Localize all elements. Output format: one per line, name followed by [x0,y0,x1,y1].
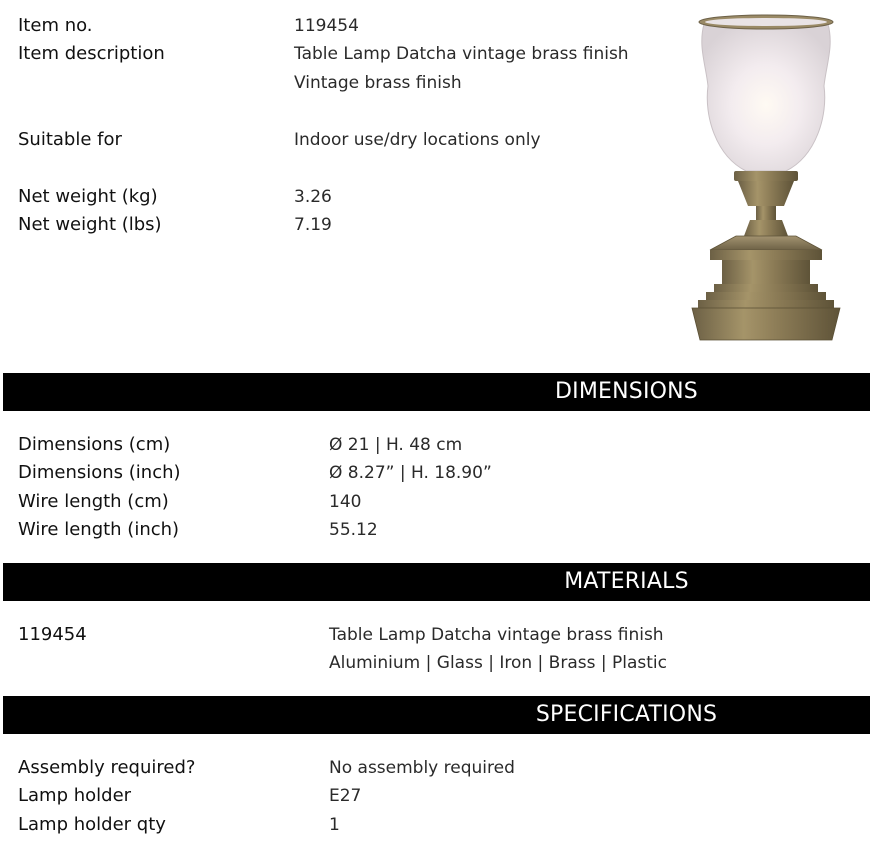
dimensions-cm-value: Ø 21 | H. 48 cm [329,435,463,455]
item-description-label: Item description [18,43,165,64]
specifications-header [3,696,870,734]
assembly-required-label: Assembly required? [18,757,196,778]
suitable-for-value: Indoor use/dry locations only [294,130,541,150]
lamp-holder-label: Lamp holder [18,785,132,806]
item-description-finish: Vintage brass finish [294,73,462,93]
materials-list: Aluminium | Glass | Iron | Brass | Plastic [329,653,667,673]
lamp-holder-value: E27 [329,786,362,806]
wire-length-inch-value: 55.12 [329,520,378,540]
assembly-required-value: No assembly required [329,758,515,778]
suitable-for-label: Suitable for [18,129,122,150]
wire-length-cm-value: 140 [329,492,362,512]
net-weight-lbs-value: 7.19 [294,215,332,235]
table-lamp-image [676,6,856,348]
item-no-value: 119454 [294,16,359,36]
item-no-label: Item no. [18,15,93,36]
dimensions-header [3,373,870,411]
wire-length-cm-label: Wire length (cm) [18,491,169,512]
dimensions-title: DIMENSIONS [555,379,698,404]
materials-header [3,563,870,601]
materials-title: MATERIALS [564,569,689,594]
materials-description: Table Lamp Datcha vintage brass finish [329,625,664,645]
item-description-value: Table Lamp Datcha vintage brass finish [294,44,629,64]
net-weight-lbs-label: Net weight (lbs) [18,214,162,235]
dimensions-inch-label: Dimensions (inch) [18,462,181,483]
lamp-holder-qty-label: Lamp holder qty [18,814,166,835]
dimensions-cm-label: Dimensions (cm) [18,434,171,455]
net-weight-kg-value: 3.26 [294,187,332,207]
lamp-holder-qty-value: 1 [329,815,340,835]
specifications-title: SPECIFICATIONS [535,702,718,727]
wire-length-inch-label: Wire length (inch) [18,519,180,540]
materials-code: 119454 [18,624,87,645]
net-weight-kg-label: Net weight (kg) [18,186,158,207]
dimensions-inch-value: Ø 8.27” | H. 18.90” [329,463,492,483]
